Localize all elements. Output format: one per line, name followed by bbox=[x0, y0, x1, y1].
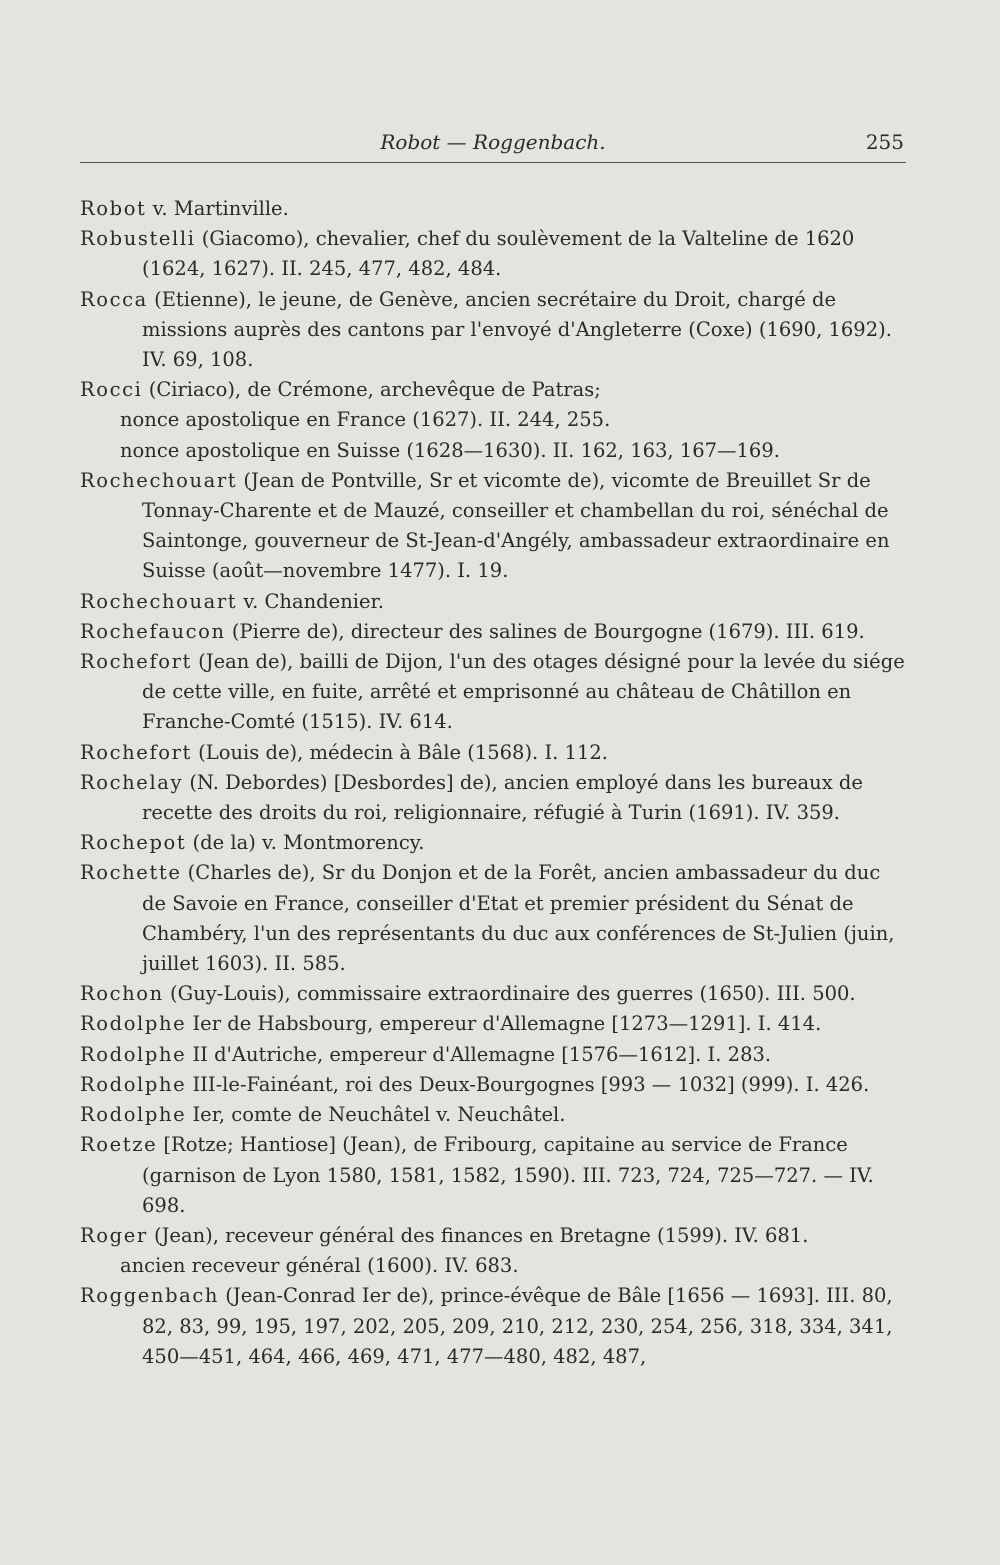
index-entry bbox=[80, 979, 906, 1009]
index-entry bbox=[80, 858, 906, 979]
entry-head: Roetze bbox=[80, 1133, 158, 1157]
index-entry bbox=[80, 194, 906, 224]
entry-head: Robustelli bbox=[80, 227, 196, 251]
entry-text: (N. Debordes) [Desbordes] de), ancien employé dans les bureaux de recette des droits du roi, religionnaire, réfugié à Turin (1691). IV. 359. bbox=[142, 770, 863, 825]
entry-text: nonce apostolique en Suisse (1628—1630). II. 162, 163, 167—169. bbox=[120, 438, 780, 462]
entry-text: II d'Autriche, empereur d'Allemagne [1576—1612]. I. 283. bbox=[186, 1042, 772, 1066]
index-subentry bbox=[80, 405, 906, 435]
entry-text: (Louis de), médecin à Bâle (1568). I. 112. bbox=[191, 740, 608, 764]
index-entry bbox=[80, 1009, 906, 1039]
page-header bbox=[80, 128, 906, 163]
entry-head: Rochefort bbox=[80, 740, 192, 764]
entry-head: Rochon bbox=[80, 982, 164, 1006]
index-entry bbox=[80, 1130, 906, 1221]
index-entry bbox=[80, 224, 906, 284]
index-entry bbox=[80, 1040, 906, 1070]
entry-head: Rochette bbox=[80, 861, 182, 885]
entry-text: (Guy-Louis), commissaire extraordinaire des guerres (1650). III. 500. bbox=[163, 982, 856, 1006]
entry-text: Ier de Habsbourg, empereur d'Allemagne [1273—1291]. I. 414. bbox=[186, 1012, 822, 1036]
entry-text: (Charles de), Sr du Donjon et de la Forêt, ancien ambassadeur du duc de Savoie en France, conseiller d'Etat et premier président du Sénat de Chambéry, l'un des représentants du duc aux conférences de St-Julien (juin, juillet 1603). II. 585. bbox=[142, 861, 895, 976]
entry-head: Rochefort bbox=[80, 650, 192, 674]
index-entry bbox=[80, 587, 906, 617]
entry-text: (Jean de Pontville, Sr et vicomte de), vicomte de Breuillet Sr de Tonnay-Charente et de Mauzé, conseiller et chambellan du roi, sénéchal de Saintonge, gouverneur de St-Jean-d'Angély, ambassadeur extraordinaire en Suisse (août—novembre 1477). I. 19. bbox=[142, 468, 890, 583]
index-entry bbox=[80, 375, 906, 405]
index-entry bbox=[80, 1221, 906, 1251]
entry-text: (Ciriaco), de Crémone, archevêque de Patras; bbox=[142, 378, 601, 402]
entry-head: Roger bbox=[80, 1223, 148, 1247]
entry-head: Robot bbox=[80, 197, 147, 220]
entry-text: (Jean-Conrad Ier de), prince-évêque de Bâle [1656 — 1693]. III. 80, 82, 83, 99, 195, 197, 202, 205, 209, 210, 212, 230, 254, 256, 318, 334, 341, 450—451, 464, 466, 469, 471, 477—480, 482, 487, bbox=[142, 1284, 893, 1368]
index-entry bbox=[80, 1070, 906, 1100]
index-entry bbox=[80, 466, 906, 587]
index-entries bbox=[80, 194, 906, 1372]
index-subentry bbox=[80, 436, 906, 466]
entry-text: (Etienne), le jeune, de Genève, ancien secrétaire du Droit, chargé de missions auprès des cantons par l'envoyé d'Angleterre (Coxe) (1690, 1692). IV. 69, 108. bbox=[142, 287, 892, 372]
index-entry bbox=[80, 828, 906, 858]
entry-head: Rochechouart bbox=[80, 468, 238, 492]
index-entry bbox=[80, 768, 906, 828]
index-subentry bbox=[80, 1251, 906, 1281]
entry-text: v. Chandenier. bbox=[237, 589, 384, 613]
index-entry bbox=[80, 1281, 906, 1372]
entry-head: Rochelay bbox=[80, 770, 184, 794]
entry-head: Rochefaucon bbox=[80, 619, 226, 643]
entry-text: ancien receveur général (1600). IV. 683. bbox=[120, 1254, 519, 1278]
entry-text: v. Martinville. bbox=[146, 197, 289, 220]
entry-text: III-le-Fainéant, roi des Deux-Bourgognes [993 — 1032] (999). I. 426. bbox=[186, 1072, 870, 1096]
index-entry bbox=[80, 617, 906, 647]
entry-head: Rocci bbox=[80, 378, 143, 402]
entry-text: (de la) v. Montmorency. bbox=[186, 831, 425, 855]
entry-text: [Rotze; Hantiose] (Jean), de Fribourg, capitaine au service de France (garnison de Lyon 1580, 1581, 1582, 1590). III. 723, 724, 725—727. — IV. 698. bbox=[142, 1133, 874, 1217]
entry-head: Rodolphe bbox=[80, 1072, 187, 1096]
index-entry bbox=[80, 647, 906, 738]
entry-text: (Pierre de), directeur des salines de Bourgogne (1679). III. 619. bbox=[225, 619, 865, 643]
entry-head: Rochechouart bbox=[80, 589, 238, 613]
entry-head: Rodolphe bbox=[80, 1042, 187, 1066]
index-entry bbox=[80, 1100, 906, 1130]
entry-head: Roggenbach bbox=[80, 1284, 220, 1308]
entry-head: Rodolphe bbox=[80, 1103, 187, 1127]
index-entry bbox=[80, 285, 906, 376]
page-number: 255 bbox=[865, 130, 904, 154]
entry-head: Rocca bbox=[80, 287, 148, 311]
running-title: Robot — Roggenbach. bbox=[380, 130, 606, 154]
entry-text: nonce apostolique en France (1627). II. 244, 255. bbox=[120, 408, 611, 432]
entry-text: (Giacomo), chevalier, chef du soulèvement de la Valteline de 1620 (1624, 1627). II. 245, 477, 482, 484. bbox=[142, 227, 855, 281]
entry-text: (Jean), receveur général des finances en Bretagne (1599). IV. 681. bbox=[147, 1223, 809, 1247]
entry-head: Rodolphe bbox=[80, 1012, 187, 1036]
index-entry bbox=[80, 738, 906, 768]
entry-text: (Jean de), bailli de Dijon, l'un des otages désigné pour la levée du siége de cette ville, en fuite, arrêté et emprisonné au château de Châtillon en Franche-Comté (1515). IV. 614. bbox=[142, 650, 905, 734]
entry-head: Rochepot bbox=[80, 831, 187, 855]
entry-text: Ier, comte de Neuchâtel v. Neuchâtel. bbox=[186, 1103, 566, 1127]
